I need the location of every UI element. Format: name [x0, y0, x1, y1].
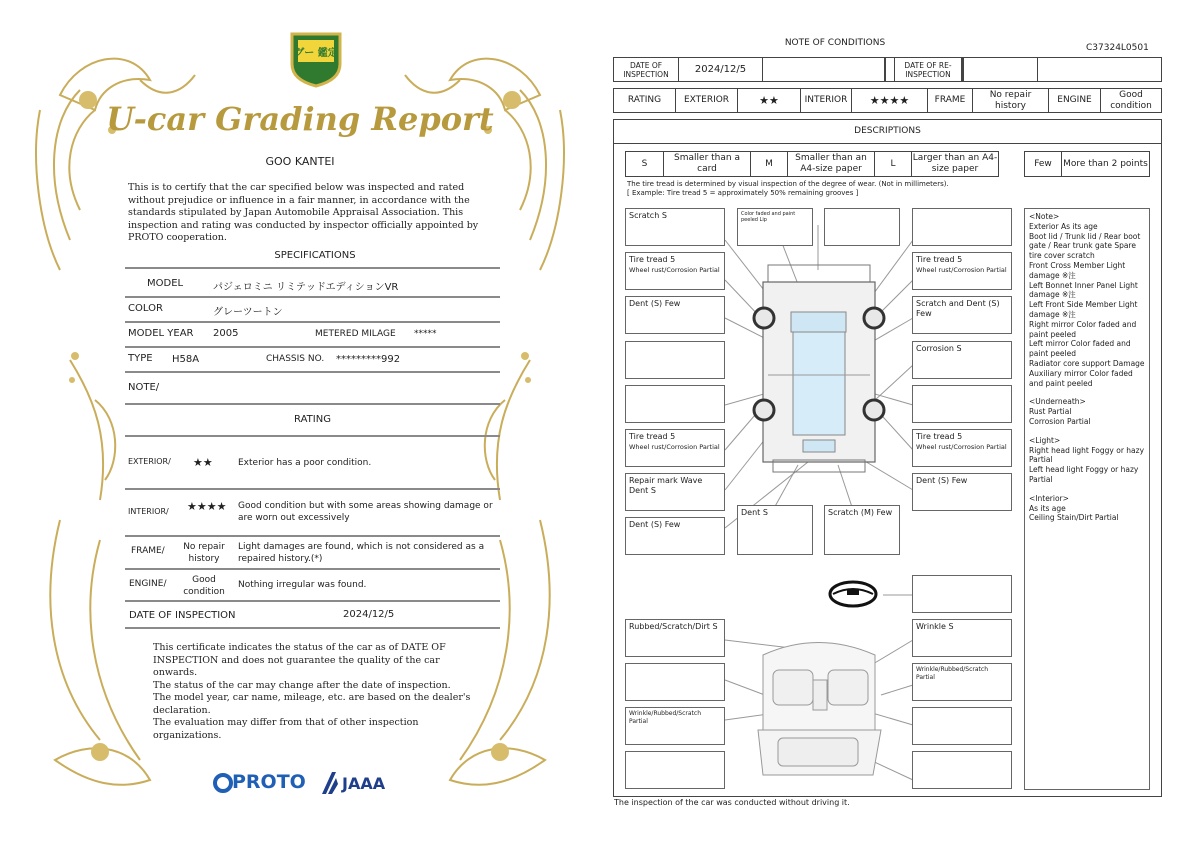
condition-box: Color faded and paint peeled Lip [737, 208, 813, 246]
interior-label: INTERIOR [801, 89, 852, 112]
reinspection-empty-cell [962, 58, 1038, 81]
rating-row [613, 88, 1162, 113]
badge-text: グー 鑑定 [294, 48, 338, 59]
exterior-stars: ★★ [738, 89, 801, 112]
legend-few: Few [1025, 152, 1062, 176]
date-of-inspection-value: 2024/12/5 [343, 609, 395, 620]
car-interior-view [758, 643, 881, 776]
frame-label: FRAME/ [131, 546, 165, 556]
certificate-footer: This certificate indicates the status of the car as of DATE OF INSPECTION and does not guarantee the quality of the car onwards. The status of the car may change after the date of inspection. The model year, car name, mileage, etc. are based on the dealer's declaration. The evaluation may differ from that of other inspection organizations. [153, 642, 471, 741]
condition-box: Rubbed/Scratch/Dirt S [625, 619, 725, 657]
condition-box: Dent (S) Few [625, 296, 725, 334]
condition-box [625, 385, 725, 423]
condition-box: Scratch (M) Few [824, 505, 900, 555]
report-subtitle: GOO KANTEI [265, 155, 335, 168]
metered-milage-label: METERED MILAGE [315, 329, 396, 339]
interior-stars: ★★★★ [852, 89, 928, 112]
condition-box [625, 663, 725, 701]
condition-box: Tire tread 5 Wheel rust/Corrosion Partial [625, 429, 725, 467]
few-legend [1024, 151, 1150, 177]
condition-box [912, 208, 1012, 246]
tire-example: [ Example: Tire tread 5 = approximately 50% remaining grooves ] [627, 189, 859, 197]
condition-box [824, 208, 900, 246]
date-empty-cell [763, 58, 885, 81]
tire-note: The tire tread is determined by visual inspection of the degree of wear. (Not in millimeters). [627, 180, 949, 188]
condition-box: Corrosion S [912, 341, 1012, 379]
condition-box: Wrinkle/Rubbed/Scratch Partial [912, 663, 1012, 701]
date-of-inspection-label: DATE OF INSPECTION [614, 58, 679, 81]
chassis-value: *********992 [336, 354, 401, 365]
interior-stars: ★★★★ [187, 500, 227, 513]
legend-l: L [875, 152, 912, 176]
proto-logo-icon [212, 772, 234, 794]
frame-value: No repair history [183, 542, 225, 564]
steering-wheel-icon [830, 582, 876, 606]
legend-s: S [626, 152, 664, 176]
date-of-inspection-value: 2024/12/5 [679, 58, 763, 81]
engine-label: ENGINE/ [129, 579, 167, 589]
date-row [613, 57, 1162, 82]
inspection-footer: The inspection of the car was conducted without driving it. [614, 798, 850, 807]
condition-box: Repair mark Wave Dent S [625, 473, 725, 511]
report-title: U-car Grading Report [106, 100, 494, 138]
condition-box: Wrinkle/Rubbed/Scratch Partial [625, 707, 725, 745]
certificate-intro: This is to certify that the car specified below was inspected and rated without prejudice or influence in a fair manner, in accordance with the standards stipulated by Japan Automobile Appraisal Association. This inspection and rating was conducted by inspector officially appointed by PROTO cooperation. [128, 182, 479, 243]
inspection-code: C37324L0501 [1086, 43, 1149, 53]
legend-s-desc: Smaller than a card [664, 152, 751, 176]
goo-kantei-badge [288, 30, 344, 88]
frame-label: FRAME [928, 89, 973, 112]
condition-box [625, 341, 725, 379]
condition-box [912, 751, 1012, 789]
jaaa-logo-icon [318, 770, 340, 796]
jaaa-logo: JAAA [318, 770, 398, 796]
type-label: TYPE [128, 353, 153, 364]
condition-box: Tire tread 5 Wheel rust/Corrosion Partial [912, 252, 1012, 290]
descriptions-heading: DESCRIPTIONS [854, 126, 921, 136]
date-of-reinspection-label: DATE OF RE-INSPECTION [894, 58, 962, 81]
chassis-label: CHASSIS NO. [266, 354, 325, 364]
condition-box [912, 707, 1012, 745]
legend-m: M [751, 152, 788, 176]
condition-box [912, 575, 1012, 613]
specifications-heading: SPECIFICATIONS [274, 250, 356, 261]
size-legend [625, 151, 999, 177]
interior-label: INTERIOR/ [128, 507, 169, 516]
condition-box: Dent (S) Few [912, 473, 1012, 511]
condition-box: Dent (S) Few [625, 517, 725, 555]
engine-label: ENGINE [1049, 89, 1101, 112]
exterior-label: EXTERIOR [676, 89, 738, 112]
metered-milage-value: ***** [414, 329, 437, 339]
conditions-heading: NOTE OF CONDITIONS [784, 38, 886, 48]
type-value: H58A [172, 354, 200, 365]
condition-box: Tire tread 5 Wheel rust/Corrosion Partial [625, 252, 725, 290]
condition-box [625, 751, 725, 789]
model-year-value: 2005 [213, 328, 239, 339]
condition-box: Wrinkle S [912, 619, 1012, 657]
condition-box: Scratch S [625, 208, 725, 246]
legend-few-desc: More than 2 points [1063, 158, 1148, 169]
frame-description: Light damages are found, which is not considered as a repaired history.(*) [238, 542, 485, 564]
model-year-label: MODEL YEAR [128, 328, 194, 339]
exterior-description: Exterior has a poor condition. [238, 458, 372, 468]
note-label: NOTE/ [128, 382, 160, 393]
model-label: MODEL [147, 278, 184, 289]
legend-l-desc: Larger than an A4-size paper [912, 153, 998, 174]
rating-heading: RATING [294, 414, 331, 425]
condition-box: Tire tread 5 Wheel rust/Corrosion Partial [912, 429, 1012, 467]
model-value: パジェロミニ リミテッドエディションVR [213, 282, 399, 293]
condition-box [912, 385, 1012, 423]
engine-description: Nothing irregular was found. [238, 580, 367, 590]
car-top-view [763, 265, 875, 472]
engine-value: Good condition [183, 575, 225, 597]
engine-value: Good condition [1110, 89, 1152, 111]
condition-box: Dent S [737, 505, 813, 555]
interior-description: Good condition but with some areas showing damage or are worn out excessively [238, 501, 493, 523]
color-label: COLOR [128, 303, 163, 314]
frame-value: No repair history [973, 89, 1049, 112]
condition-box: Scratch and Dent (S) Few [912, 296, 1012, 334]
rating-label: RATING [614, 89, 676, 112]
proto-logo: PROTO [212, 770, 312, 796]
date-of-inspection-label: DATE OF INSPECTION [129, 610, 236, 621]
color-value: グレーツートン [213, 307, 283, 318]
exterior-label: EXTERIOR/ [128, 457, 171, 466]
notes-panel: <Note> Exterior As its age Boot lid / Trunk lid / Rear boot gate / Rear trunk gate Spare tire cover scratch Front Cross Member Light damage ※注 Left Bonnet Inner Panel Light damage ※注 Left Front Side Member Light damage ※注 Right mirror Color faded and paint peeled Left mirror Color faded and paint peeled Radiator core support Damage Auxiliary mirror Color faded and paint peeled <Underneath> Rust Partial Corrosion Partial <Light> Right head light Foggy or hazy Partial Left head light Foggy or hazy Partial <Interior> As its age Ceiling Stain/Dirt Partial [1024, 208, 1150, 790]
exterior-stars: ★★ [193, 456, 213, 469]
legend-m-desc: Smaller than an A4-size paper [788, 152, 875, 176]
